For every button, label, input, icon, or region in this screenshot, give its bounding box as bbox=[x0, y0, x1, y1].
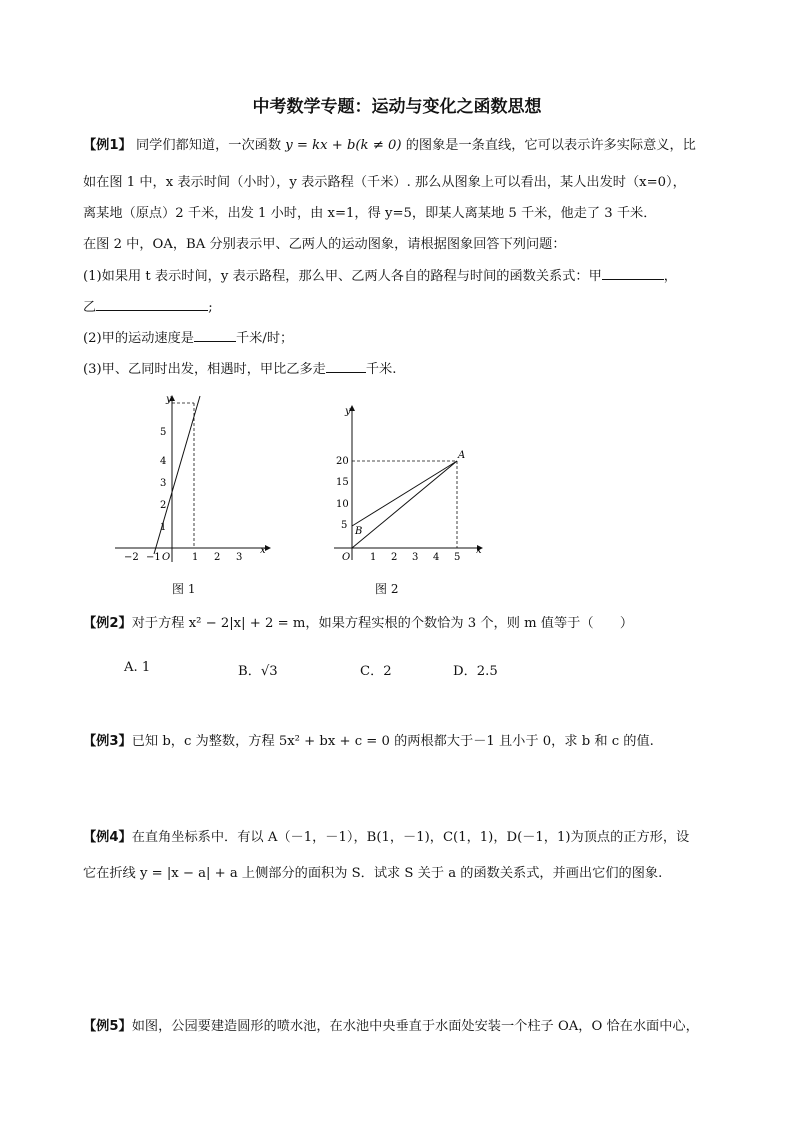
ex1-line-2: 如在图 1 中，x 表示时间（小时），y 表示路程（千米）. 那么从图象上可以看出，某人出发时（x=0）， bbox=[83, 175, 686, 190]
fig2-ytick: 5 bbox=[341, 520, 348, 531]
fig2-xtick: 1 bbox=[370, 552, 377, 563]
fig2-ytick: 20 bbox=[336, 456, 349, 467]
answer-blank-speed[interactable] bbox=[194, 329, 236, 342]
fig1-xlabel: x bbox=[260, 545, 266, 556]
ex2-label: 【例2】 bbox=[83, 616, 132, 631]
fig2-ytick: 10 bbox=[336, 499, 349, 510]
ex4-line-1: 【例4】在直角坐标系中．有以 A（－1，－1），B(1，－1)，C(1，1)，D(－1，1)为顶点的正方形，设 bbox=[83, 830, 690, 845]
ex5-line-1: 【例5】如图，公园要建造圆形的喷水池，在水池中央垂直于水面处安装一个柱子 OA，O 恰在水面中心， bbox=[83, 1019, 699, 1034]
answer-blank-distance[interactable] bbox=[326, 360, 366, 373]
ex2-option-c[interactable]: C．2 bbox=[360, 664, 392, 679]
figure-2 bbox=[330, 400, 490, 565]
fig1-ytick: 1 bbox=[160, 522, 167, 533]
fig1-xtick: 3 bbox=[236, 552, 243, 563]
ex2-option-d[interactable]: D．2.5 bbox=[453, 664, 498, 679]
fig2-xtick: 3 bbox=[412, 552, 419, 563]
fig1-xtick: 1 bbox=[192, 552, 199, 563]
fig2-line-OA bbox=[352, 461, 457, 548]
fig2-ylabel: y bbox=[345, 406, 351, 417]
fig2-line-BA bbox=[352, 461, 457, 526]
ex1-formula: y = kx + b(k ≠ 0) bbox=[285, 138, 402, 153]
fig2-origin: O bbox=[342, 552, 351, 563]
ex2-question: 【例2】对于方程 x² − 2|x| + 2 = m，如果方程实根的个数恰为 3 个，则 m 值等于（ ） bbox=[83, 616, 634, 631]
ex5-label: 【例5】 bbox=[83, 1019, 132, 1034]
ex1-line-3: 离某地（原点）2 千米，出发 1 小时，由 x=1，得 y=5，即某人离某地 5 千米，他走了 3 千米． bbox=[83, 206, 657, 221]
figure-1 bbox=[110, 390, 280, 565]
answer-blank-jia[interactable] bbox=[602, 267, 664, 280]
fig1-ytick: 3 bbox=[160, 478, 167, 489]
fig2-xtick: 2 bbox=[391, 552, 398, 563]
fig1-ytick: 2 bbox=[160, 500, 167, 511]
fig1-xtick: 2 bbox=[214, 552, 221, 563]
fig1-origin: O bbox=[162, 552, 171, 563]
ex3-label: 【例3】 bbox=[83, 734, 132, 749]
fig2-xtick: 4 bbox=[433, 552, 440, 563]
ex1-line-4: 在图 2 中，OA，BA 分别表示甲、乙两人的运动图象，请根据图象回答下列问题： bbox=[83, 237, 566, 252]
fig2-caption: 图 2 bbox=[375, 582, 399, 596]
fig1-xtick: −1 bbox=[146, 552, 161, 563]
ex1-question-1-cont: 乙 ; bbox=[83, 300, 213, 315]
ex3-question: 【例3】已知 b，c 为整数，方程 5x² + bx + c = 0 的两根都大于－1 且小于 0，求 b 和 c 的值. bbox=[83, 734, 654, 749]
ex1-question-1: (1)如果用 t 表示时间，y 表示路程，那么甲、乙两人各自的路程与时间的函数关系式：甲 ， bbox=[83, 269, 677, 284]
ex1-label: 【例1】 bbox=[83, 138, 132, 153]
ex4-line-2: 它在折线 y = |x − a| + a 上侧部分的面积为 S．试求 S 关于 a 的函数关系式，并画出它们的图象. bbox=[83, 866, 663, 881]
answer-blank-yi[interactable] bbox=[96, 298, 208, 311]
page-title: 中考数学专题：运动与变化之函数思想 bbox=[252, 97, 542, 117]
fig1-ytick: 5 bbox=[160, 427, 167, 438]
fig1-caption: 图 1 bbox=[172, 582, 196, 596]
ex1-question-3: (3)甲、乙同时出发，相遇时，甲比乙多走 千米. bbox=[83, 362, 397, 377]
fig2-ytick: 15 bbox=[336, 477, 349, 488]
ex1-question-2: (2)甲的运动速度是 千米/时； bbox=[83, 331, 294, 346]
ex2-option-b[interactable]: B．√3 bbox=[238, 664, 278, 679]
fig1-ylabel: y bbox=[166, 394, 172, 405]
fig1-ytick: 4 bbox=[160, 456, 167, 467]
fig2-xtick: 5 bbox=[454, 552, 461, 563]
ex1-line-1: 【例1】 同学们都知道，一次函数 y = kx + b(k ≠ 0) 的图象是一条直线，它可以表示许多实际意义，比 bbox=[83, 138, 696, 153]
fig2-point-A: A bbox=[458, 450, 466, 461]
fig2-xlabel: x bbox=[476, 545, 482, 556]
ex4-label: 【例4】 bbox=[83, 830, 132, 845]
fig2-point-B: B bbox=[355, 526, 363, 537]
ex2-option-a[interactable]: A. 1 bbox=[124, 660, 151, 675]
fig1-xtick: −2 bbox=[124, 552, 139, 563]
